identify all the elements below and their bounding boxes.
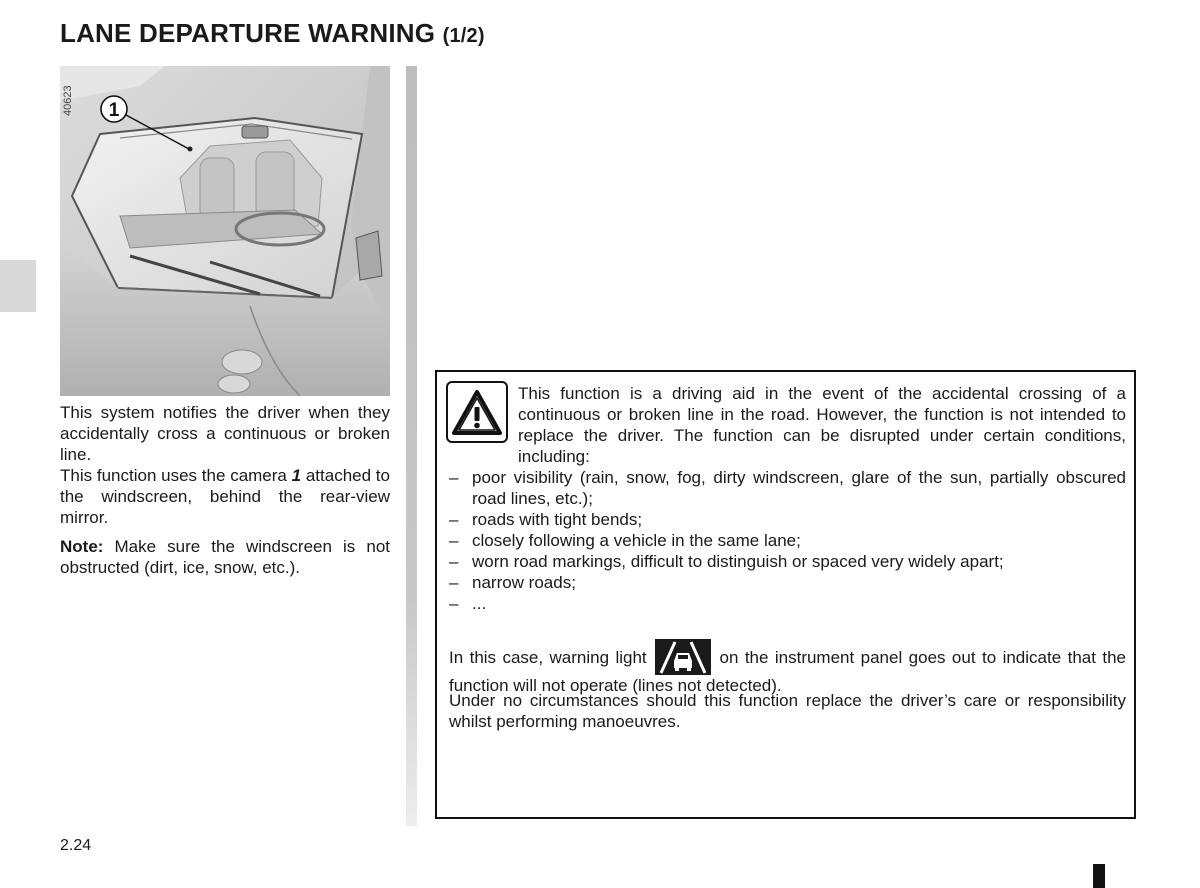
list-item [449, 509, 1126, 530]
note-text: Make sure the windscreen is not obstructed (dirt, ice, snow, etc.). [60, 537, 390, 577]
camera-callout-number: 1 [108, 100, 120, 121]
list-item [449, 467, 1126, 509]
lane-departure-warning-light-icon [655, 639, 711, 675]
camera-text-end: attached to the windscreen, behind the rear-view mirror. [60, 466, 390, 527]
camera-description [60, 465, 390, 528]
page-number: 2.24 [60, 837, 92, 854]
camera-text-start: This function uses the camera [60, 466, 292, 485]
list-dash: – [449, 552, 459, 571]
list-dash: – [449, 531, 459, 550]
driver-responsibility-paragraph: Under no circumstances should this function replace the driver’s care or responsibility whilst performing manoeuvres. [449, 691, 1126, 731]
title-part-indicator: (1/2) [442, 25, 485, 47]
windscreen-camera-illustration [60, 66, 390, 396]
list-dash: – [449, 510, 459, 529]
list-item-text: ... [472, 594, 487, 613]
page-title [60, 18, 485, 49]
list-item [449, 530, 1126, 551]
camera-reference: 1 [291, 466, 302, 485]
list-item [449, 593, 1126, 614]
chapter-tab [0, 260, 36, 312]
warning-intro: This function is a driving aid in the event of the accidental crossing of a continuous or broken line in the road. However, the function is not intended to replace the driver. The function can be disrupted under certain conditions, including: [518, 384, 1126, 466]
list-item [449, 551, 1126, 572]
warning-triangle-icon [446, 381, 508, 443]
list-dash: – [449, 573, 459, 592]
list-item-text: roads with tight bends; [472, 510, 643, 529]
list-dash: – [449, 594, 459, 613]
list-dash: – [449, 468, 459, 487]
list-item-text: worn road markings, difficult to distinguish or spaced very widely apart; [472, 552, 1004, 571]
windscreen-note [60, 536, 390, 578]
list-item-text: narrow roads; [472, 573, 576, 592]
van-cab-drawing [60, 66, 390, 396]
section-end-marker [1093, 864, 1105, 888]
warning-light-paragraph [449, 639, 1126, 696]
illustration-code: 40623 [62, 85, 74, 116]
list-item-text: closely following a vehicle in the same lane; [472, 531, 801, 550]
title-text: LANE DEPARTURE WARNING [60, 18, 436, 48]
case-text-end: on the instrument panel goes out to indicate that the function will not operate (lines not detected). [449, 648, 1126, 695]
list-item-text: poor visibility (rain, snow, fog, dirty windscreen, glare of the sun, partially obscured road lines, etc.); [472, 468, 1126, 508]
disruption-conditions-list [449, 467, 1126, 614]
left-column-text [60, 402, 390, 578]
note-label: Note: [60, 537, 104, 556]
column-divider [406, 66, 417, 826]
system-description: This system notifies the driver when they accidentally cross a continuous or broken line. [60, 403, 390, 464]
list-item [449, 572, 1126, 593]
case-text-start: In this case, warning light [449, 648, 654, 667]
